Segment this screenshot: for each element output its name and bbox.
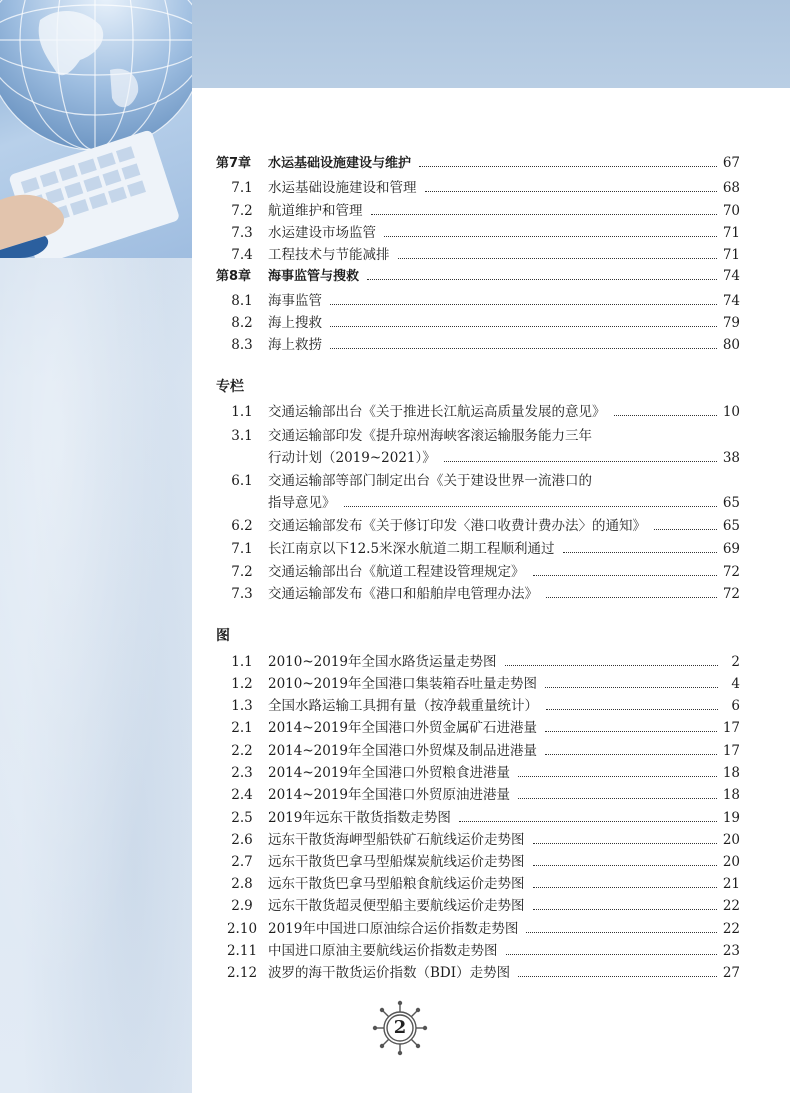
- leader-dots: [505, 665, 718, 666]
- toc-entry[interactable]: [216, 537, 740, 557]
- page-number-badge: [372, 1000, 428, 1056]
- entry-title: 航道维护和管理: [268, 203, 363, 219]
- page-number: 79: [722, 315, 740, 331]
- leader-dots: [654, 529, 717, 530]
- toc-entry[interactable]: [216, 424, 740, 444]
- entry-title: 海上救捞: [268, 337, 322, 353]
- entry-title-continued: 指导意见》: [268, 495, 336, 511]
- toc-entry[interactable]: [216, 850, 740, 870]
- entry-number: 8.1: [231, 293, 253, 309]
- page-number: 38: [722, 450, 740, 466]
- leader-dots: [330, 304, 717, 305]
- entry-title: 交通运输部印发《提升琼州海峡客滚运输服务能力三年: [268, 428, 592, 444]
- entry-title: 2014~2019年全国港口外贸原油进港量: [268, 787, 511, 803]
- chapter-label: 第7章: [216, 156, 252, 171]
- toc-entry[interactable]: [216, 917, 740, 937]
- toc-entry[interactable]: [216, 872, 740, 892]
- toc-chapter-7[interactable]: [216, 152, 740, 171]
- toc-chapter-8[interactable]: [216, 265, 740, 284]
- entry-number: 8.2: [231, 315, 253, 331]
- leader-dots: [330, 326, 717, 327]
- page-number: 27: [722, 965, 740, 981]
- page-number: 70: [722, 203, 740, 219]
- page-number: 23: [722, 943, 740, 959]
- toc-entry[interactable]: [216, 739, 740, 759]
- page-number: 71: [722, 225, 740, 241]
- page-number: 19: [722, 810, 740, 826]
- page-number: 2: [731, 654, 740, 670]
- page-number: 65: [722, 495, 740, 511]
- leader-dots: [546, 709, 718, 710]
- toc-entry[interactable]: [216, 650, 740, 670]
- entry-title: 2010~2019年全国水路货运量走势图: [268, 654, 497, 670]
- entry-number: 1.2: [231, 676, 253, 692]
- page-number: 22: [722, 898, 740, 914]
- entry-title: 工程技术与节能减排: [268, 247, 390, 263]
- page-number: 4: [731, 676, 740, 692]
- page-number: 72: [722, 586, 740, 602]
- entry-number: 7.1: [231, 541, 253, 557]
- globe-keyboard-photo: [0, 0, 192, 258]
- toc-entry[interactable]: [216, 716, 740, 736]
- leader-dots: [563, 552, 717, 553]
- page-number: 72: [722, 564, 740, 580]
- leader-dots: [425, 191, 717, 192]
- entry-number: 6.1: [231, 473, 253, 489]
- entry-number: 2.1: [231, 720, 253, 736]
- toc-entry[interactable]: [216, 469, 740, 489]
- page-number: 20: [722, 832, 740, 848]
- entry-title: 水运建设市场监管: [268, 225, 376, 241]
- toc-entry[interactable]: [216, 582, 740, 602]
- page-number: 17: [722, 743, 740, 759]
- leader-dots: [518, 798, 717, 799]
- toc-entry[interactable]: [216, 894, 740, 914]
- entry-number: 2.9: [231, 898, 253, 914]
- entry-title: 2014~2019年全国港口外贸金属矿石进港量: [268, 720, 538, 736]
- page-number: 21: [722, 876, 740, 892]
- leader-dots: [506, 954, 717, 955]
- entry-number: 7.2: [231, 203, 253, 219]
- chapter-label: 第8章: [216, 269, 252, 284]
- leader-dots: [344, 506, 717, 507]
- entry-title: 远东干散货巴拿马型船粮食航线运价走势图: [268, 876, 525, 892]
- toc-entry[interactable]: [216, 806, 740, 826]
- entry-title: 2014~2019年全国港口外贸粮食进港量: [268, 765, 511, 781]
- page-number: 74: [722, 293, 740, 309]
- toc-entry[interactable]: [216, 828, 740, 848]
- toc-entry[interactable]: [216, 560, 740, 580]
- leader-dots: [533, 865, 717, 866]
- entry-title-continued: 行动计划（2019~2021）》: [268, 450, 436, 466]
- toc-entry[interactable]: [216, 243, 740, 263]
- leader-dots: [371, 214, 717, 215]
- leader-dots: [419, 166, 717, 167]
- entry-number: 2.6: [231, 832, 253, 848]
- entry-number: 7.3: [231, 225, 253, 241]
- page-number: 20: [722, 854, 740, 870]
- entry-title: 海上搜救: [268, 315, 322, 331]
- entry-title: 交通运输部出台《关于推进长江航运高质量发展的意见》: [268, 404, 606, 420]
- page-number: 68: [722, 180, 740, 196]
- entry-number: 1.3: [231, 698, 253, 714]
- entry-title: 交通运输部发布《港口和船舶岸电管理办法》: [268, 586, 538, 602]
- entry-title: 长江南京以下12.5米深水航道二期工程顺利通过: [268, 541, 555, 557]
- entry-title: 海事监管: [268, 293, 322, 309]
- entry-number: 7.4: [231, 247, 253, 263]
- leader-dots: [545, 754, 717, 755]
- entry-title: 波罗的海干散货运价指数（BDI）走势图: [268, 965, 511, 981]
- chapter-title: 海事监管与搜救: [268, 269, 360, 284]
- leader-dots: [533, 575, 717, 576]
- leader-dots: [533, 909, 717, 910]
- toc-entry[interactable]: [216, 783, 740, 803]
- page-number: 71: [722, 247, 740, 263]
- entry-number: 2.3: [231, 765, 253, 781]
- entry-title: 远东干散货海岬型船铁矿石航线运价走势图: [268, 832, 525, 848]
- entry-number: 7.1: [231, 180, 253, 196]
- toc-entry[interactable]: [216, 514, 740, 534]
- columns-heading: 专栏: [216, 379, 244, 395]
- leader-dots: [545, 687, 718, 688]
- toc-entry[interactable]: [216, 761, 740, 781]
- leader-dots: [533, 887, 717, 888]
- leader-dots: [330, 348, 717, 349]
- toc-entry-continued[interactable]: [216, 446, 740, 466]
- toc-entry[interactable]: [216, 694, 740, 714]
- entry-title: 2019年中国进口原油综合运价指数走势图: [268, 921, 519, 937]
- page-number: 18: [722, 765, 740, 781]
- entry-number: 2.11: [226, 943, 258, 959]
- entry-number: 6.2: [231, 518, 253, 534]
- page-number: 18: [722, 787, 740, 803]
- toc-entry-continued[interactable]: [216, 491, 740, 511]
- entry-number: 1.1: [231, 404, 253, 420]
- toc-entry[interactable]: [216, 311, 740, 331]
- page-number: 6: [731, 698, 740, 714]
- toc-entry[interactable]: [216, 961, 740, 981]
- page-number: 80: [722, 337, 740, 353]
- page-number: 69: [722, 541, 740, 557]
- entry-number: 2.12: [226, 965, 258, 981]
- entry-number: 7.2: [231, 564, 253, 580]
- entry-title: 交通运输部发布《关于修订印发〈港口收费计费办法〉的通知》: [268, 518, 646, 534]
- leader-dots: [444, 461, 717, 462]
- entry-number: 2.10: [226, 921, 258, 937]
- toc-entry[interactable]: [216, 400, 740, 420]
- page-number: 22: [722, 921, 740, 937]
- entry-number: 2.5: [231, 810, 253, 826]
- entry-number: 3.1: [231, 428, 253, 444]
- leader-dots: [459, 821, 717, 822]
- toc-entry[interactable]: [216, 672, 740, 692]
- toc-entry[interactable]: [216, 176, 740, 196]
- entry-number: 2.8: [231, 876, 253, 892]
- entry-number: 8.3: [231, 337, 253, 353]
- chapter-title: 水运基础设施建设与维护: [268, 156, 412, 171]
- entry-number: 2.2: [231, 743, 253, 759]
- leader-dots: [384, 236, 717, 237]
- page-number-label: 2: [393, 1017, 407, 1038]
- entry-title: 远东干散货超灵便型船主要航线运价走势图: [268, 898, 525, 914]
- entry-title: 全国水路运输工具拥有量（按净载重量统计）: [268, 698, 538, 714]
- leader-dots: [545, 731, 717, 732]
- toc-entry[interactable]: [216, 333, 740, 353]
- toc-entry[interactable]: [216, 199, 740, 219]
- entry-title: 远东干散货巴拿马型船煤炭航线运价走势图: [268, 854, 525, 870]
- page-number: 67: [722, 155, 740, 171]
- toc-entry[interactable]: [216, 939, 740, 959]
- entry-title: 2014~2019年全国港口外贸煤及制品进港量: [268, 743, 538, 759]
- entry-number: 1.1: [231, 654, 253, 670]
- entry-title: 2019年远东干散货指数走势图: [268, 810, 451, 826]
- top-header-band: [192, 0, 790, 88]
- page-number: 17: [722, 720, 740, 736]
- entry-title: 中国进口原油主要航线运价指数走势图: [268, 943, 498, 959]
- leader-dots: [367, 279, 717, 280]
- entry-title: 水运基础设施建设和管理: [268, 180, 417, 196]
- figures-heading: 图: [216, 628, 230, 644]
- page-number: 74: [722, 268, 740, 284]
- leader-dots: [526, 932, 716, 933]
- entry-title: 2010~2019年全国港口集装箱吞吐量走势图: [268, 676, 538, 692]
- leader-dots: [518, 776, 717, 777]
- leader-dots: [614, 415, 717, 416]
- entry-title: 交通运输部出台《航道工程建设管理规定》: [268, 564, 525, 580]
- leader-dots: [518, 976, 717, 977]
- leader-dots: [533, 843, 717, 844]
- page-number: 10: [722, 404, 740, 420]
- leader-dots: [398, 258, 717, 259]
- toc-entry[interactable]: [216, 289, 740, 309]
- entry-number: 7.3: [231, 586, 253, 602]
- entry-number: 2.4: [231, 787, 253, 803]
- leader-dots: [546, 597, 717, 598]
- toc-entry[interactable]: [216, 221, 740, 241]
- entry-title: 交通运输部等部门制定出台《关于建设世界一流港口的: [268, 473, 592, 489]
- page-number: 65: [722, 518, 740, 534]
- entry-number: 2.7: [231, 854, 253, 870]
